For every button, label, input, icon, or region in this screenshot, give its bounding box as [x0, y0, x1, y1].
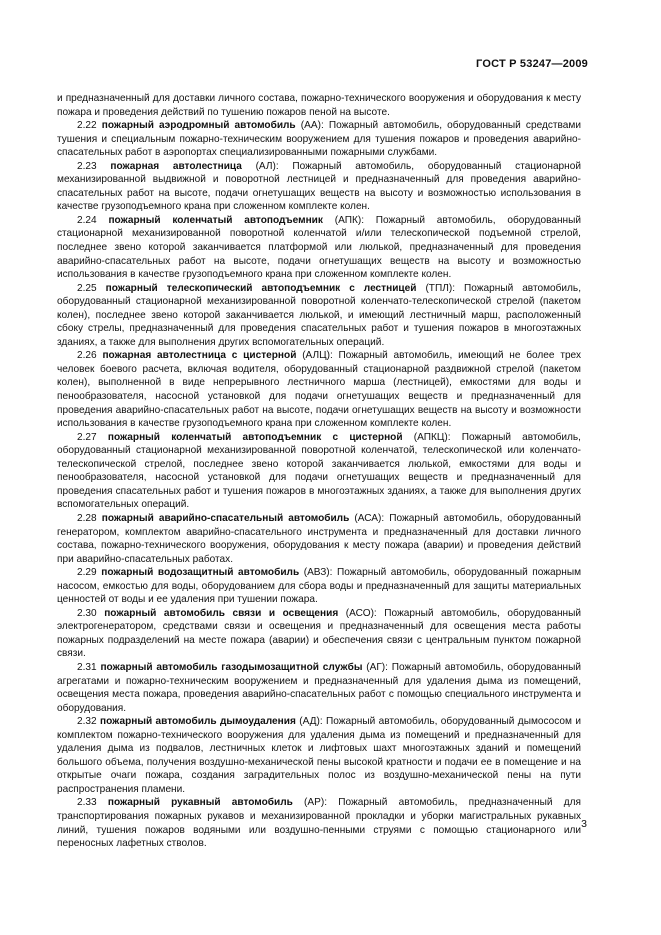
item-number: 2.28 — [77, 512, 97, 524]
document-body — [57, 92, 581, 851]
item-term: пожарный телескопический автоподъемник с лестницей — [105, 282, 417, 294]
definition-2-29 — [57, 566, 581, 607]
item-term: пожарная автолестница — [110, 160, 242, 172]
item-term: пожарный аэродромный автомобиль — [101, 120, 296, 132]
item-term: пожарная автолестница с цистерной — [102, 350, 297, 362]
intro-paragraph: и предназначенный для доставки личного состава, пожарно-технического вооружения и оборудования к месту пожара и проведения действий по тушению пожаров пеной на высоте. — [57, 93, 581, 118]
definition-2-32 — [57, 715, 581, 796]
item-text: (ТПЛ): Пожарный автомобиль, оборудованный стационарной механизированной поворотной коленчато-телескопической стрелой (пакетом колен), последнее звено которой заканчивается люлькой, и имеющий лестничный марш, расположенный сбоку стрелы, предназначенный для проведения спасательных работ и тушения пожаров в многоэтажных зданиях, а также для выполнения других вспомогательных операций. — [57, 282, 581, 348]
item-text: (АПКЦ): Пожарный автомобиль, оборудованный стационарной механизированной поворотной коленчатой, телескопической или коленчато-телескопической стрелой, последнее звено которой заканчивается люлькой, емкостями для воды и пенообразователя, насосной установкой для подачи огнетушащих веществ и предназначенный для проведения спасательных работ и тушения пожаров в многоэтажных зданиях, а также для выполнения других вспомогательных операций. — [57, 431, 581, 511]
definition-2-31 — [57, 661, 581, 715]
item-text: (АВЗ): Пожарный автомобиль, оборудованный пожарным насосом, емкостью для воды, оборудованием для сбора воды и предназначенный для защиты материальных ценностей от воды и ее удаления при тушении пожара. — [57, 567, 582, 606]
definition-2-23 — [57, 160, 581, 214]
item-text: (АЛЦ): Пожарный автомобиль, имеющий не более трех человек боевого расчета, включая водителя, оборудованный стационарной раздвижной стрелой (пакетом колен), выполненной в виде непрерывного лестничного марша (лестницей), емкостями для воды и пенообразователя, насосной установкой для подачи огнетушащих веществ и предназначенный для проведения аварийно-спасательных работ на высоте, подачи огнетушащих веществ на высоту и возможности использования в качестве грузоподъемного крана при сложенном комплекте колен. — [57, 350, 581, 430]
item-text: (АЛ): Пожарный автомобиль, оборудованный стационарной механизированной выдвижной и поворотной лестницей и предназначенный для проведения аварийно-спасательных работ на высоте, подачи огнетушащих веществ на высоту и возможностью использования в качестве грузоподъемного крана при сложенном комплекте колен. — [57, 160, 581, 213]
item-number: 2.32 — [77, 716, 97, 728]
item-number: 2.23 — [77, 160, 97, 172]
page-number: 3 — [581, 818, 587, 830]
definition-2-27 — [57, 431, 581, 512]
item-number: 2.26 — [77, 350, 97, 362]
definition-2-25 — [57, 282, 581, 350]
definition-2-33 — [57, 796, 581, 850]
item-number: 2.31 — [77, 661, 97, 673]
item-term: пожарный автомобиль газодымозащитной службы — [100, 661, 363, 673]
definition-2-28 — [57, 512, 581, 566]
item-number: 2.30 — [77, 607, 97, 619]
item-term: пожарный автомобиль дымоудаления — [100, 716, 296, 728]
item-text: (АД): Пожарный автомобиль, оборудованный дымососом и комплектом пожарно-технического вооружения для удаления дыма из помещений и предназначенный для удаления дыма из подвалов, лестничных клеток и лифтовых шахт многоэтажных зданий и помещений большого объема, получения воздушно-механической пены высокой кратности и подачи ее в помещение и на открытые очаги пожара, создания заградительных полос из воздушно-механической пены на пути распространения пламени. — [57, 716, 581, 795]
definition-2-24 — [57, 214, 581, 282]
item-text: (АГ): Пожарный автомобиль, оборудованный агрегатами и пожарно-техническим вооружением и предназначенный для удаления дыма из помещений, освещения места пожара, проведения аварийно-спасательных работ с помощью специального инструмента и оборудования. — [57, 661, 581, 714]
item-term: пожарный коленчатый автоподъемник — [108, 214, 323, 226]
item-number: 2.29 — [77, 567, 97, 579]
item-term: пожарный автомобиль связи и освещения — [104, 607, 339, 619]
definition-2-30 — [57, 607, 581, 661]
item-number: 2.25 — [77, 282, 97, 294]
item-number: 2.24 — [77, 214, 97, 226]
definition-2-26 — [57, 349, 581, 430]
item-term: пожарный рукавный автомобиль — [107, 797, 293, 809]
item-number: 2.27 — [77, 431, 97, 443]
definition-2-22 — [57, 119, 581, 160]
item-number: 2.33 — [77, 797, 97, 809]
item-text: (АСО): Пожарный автомобиль, оборудованный электрогенератором, средствами связи и освещения и предназначенный для освещения места работы пожарных подразделений на месте пожара (аварии) и обеспечения связи с центральным пунктом пожарной связи. — [57, 607, 581, 660]
item-text: (АСА): Пожарный автомобиль, оборудованный генератором, комплектом аварийно-спасательного инструмента и предназначенный для доставки личного состава, пожарно-технического вооружения, оборудования к месту пожара (аварии) и проведения действий при аварийно-спасательных работах. — [57, 512, 581, 565]
item-term: пожарный водозащитный автомобиль — [101, 567, 300, 579]
item-term: пожарный коленчатый автоподъемник с цистерной — [107, 431, 403, 443]
item-term: пожарный аварийно-спасательный автомобиль — [101, 512, 350, 524]
item-text: (АР): Пожарный автомобиль, предназначенный для транспортирования пожарных рукавов и механизированной прокладки и уборки магистральных рукавных линий, тушения пожаров водяными или воздушно-пенными струями с помощью стационарного или переносных лафетных стволов. — [57, 797, 581, 850]
item-number: 2.22 — [77, 120, 97, 132]
standard-header: ГОСТ Р 53247—2009 — [476, 58, 588, 70]
item-text: (АА): Пожарный автомобиль, оборудованный средствами тушения и специальным пожарно-техническим вооружением для тушения пожаров и проведения аварийно-спасательных работ в аэропортах специализированными пожарными службами. — [57, 120, 581, 159]
item-text: (АПК): Пожарный автомобиль, оборудованный стационарной механизированной поворотной коленчатой и/или телескопической подъемной стрелой, последнее звено которой заканчивается платформой или люлькой, предназначенный для проведения аварийно-спасательных работ на высоте, подачи огнетушащих веществ на высоту и возможностью использования в качестве грузоподъемного крана при сложенном комплекте колен. — [57, 214, 581, 281]
